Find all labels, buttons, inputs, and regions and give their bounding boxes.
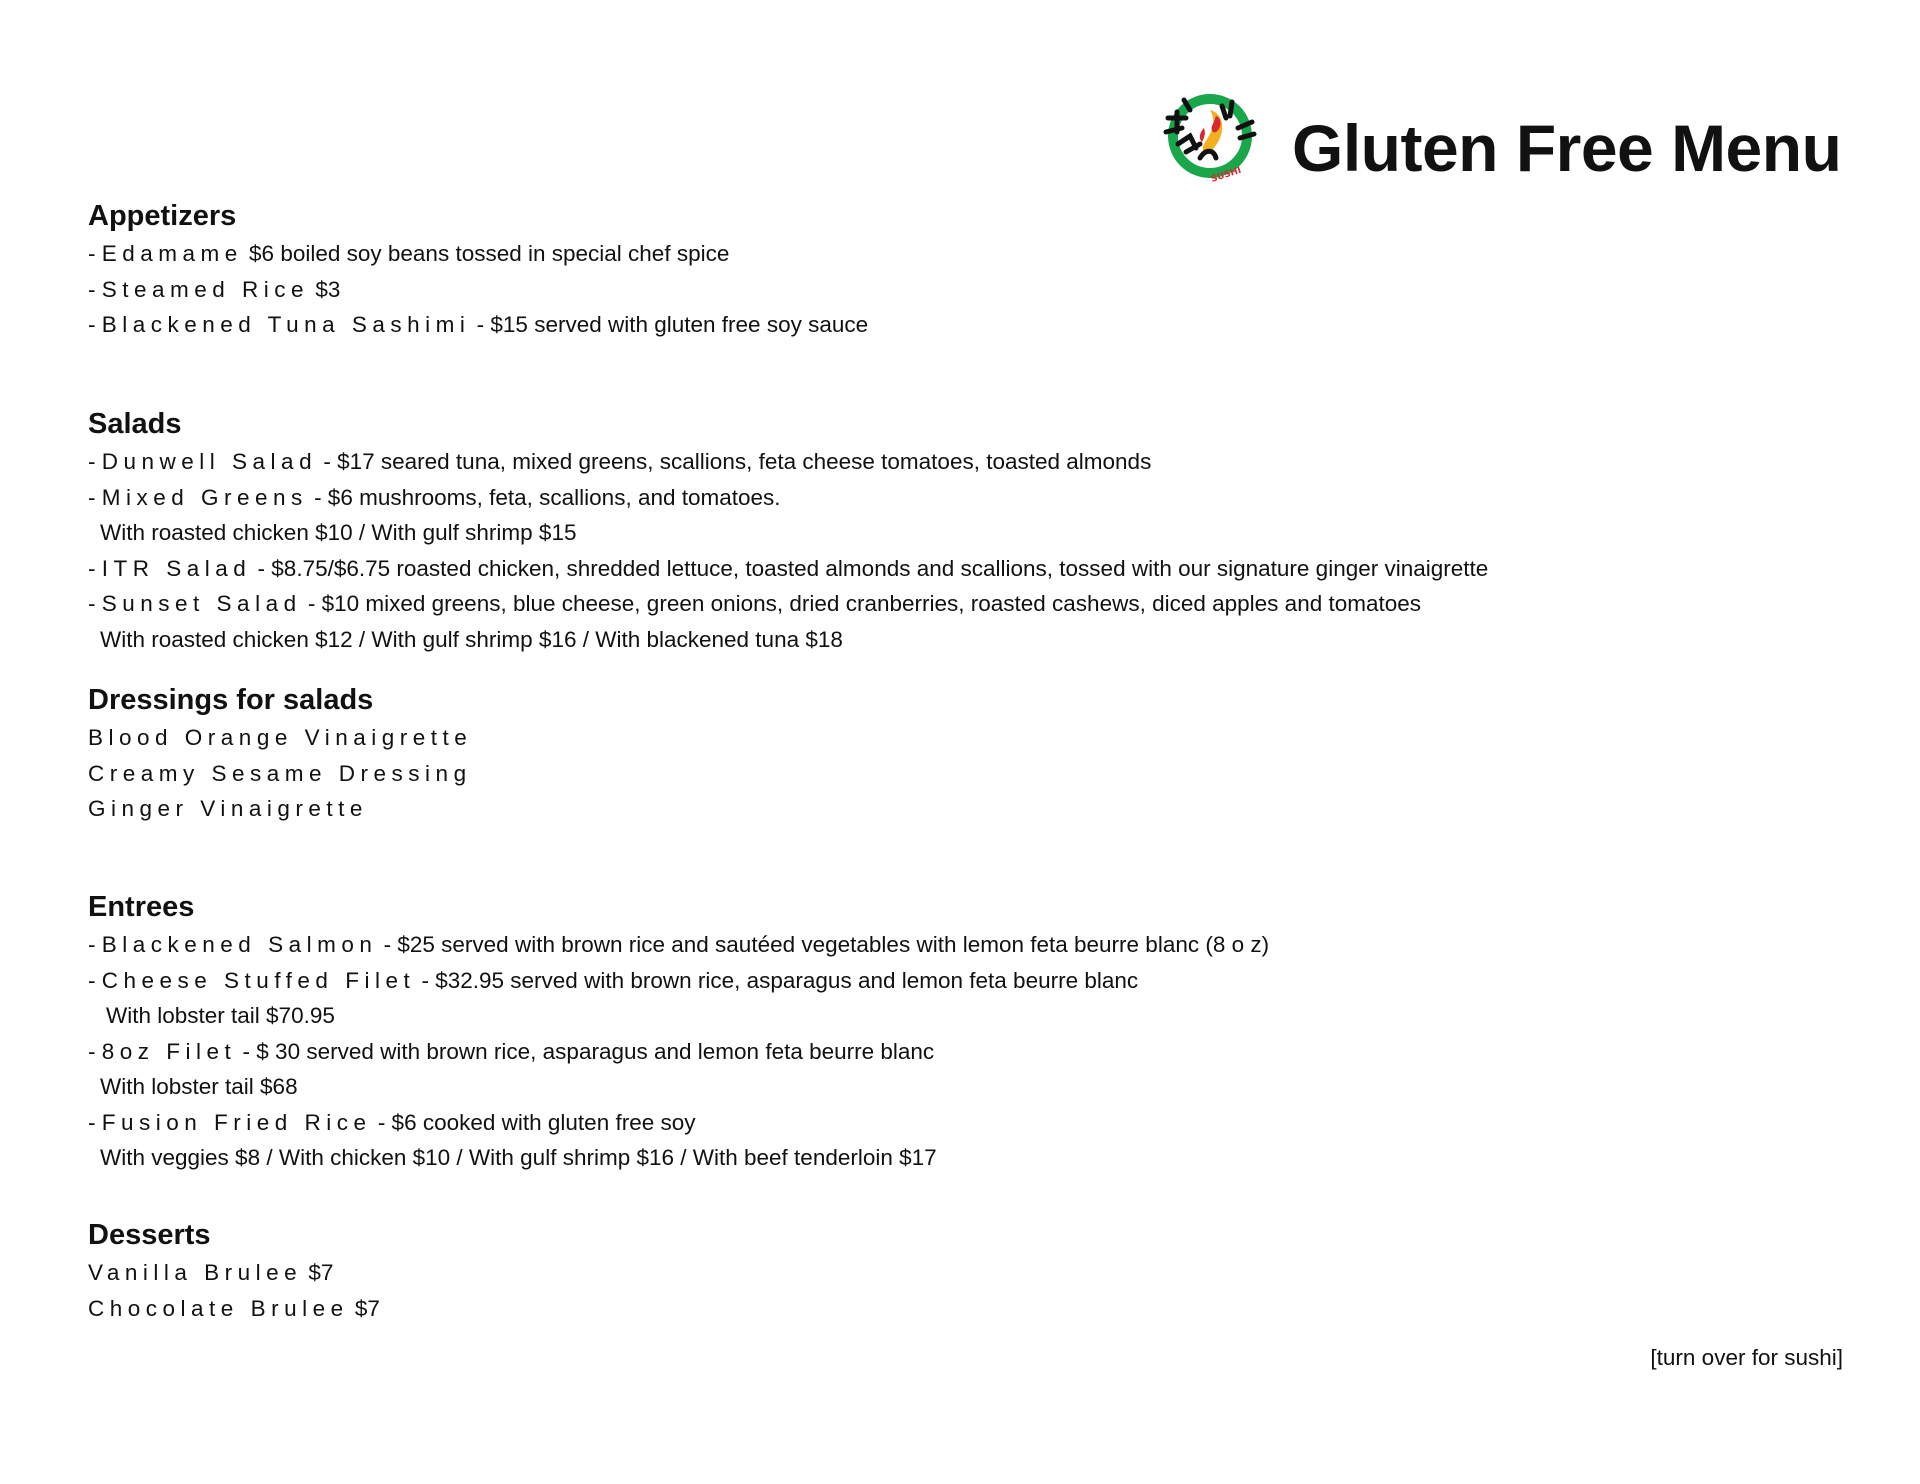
svg-text:SUSHI: SUSHI	[1209, 165, 1243, 185]
section-heading-entrees: Entrees	[88, 891, 195, 923]
dressing-item	[88, 756, 1828, 792]
section-heading-appetizers: Appetizers	[88, 200, 237, 232]
item-details: - $8.75/$6.75 roasted chicken, shredded lettuce, toasted almonds and scallions, tossed with our signature ginger vinaigrette	[251, 555, 1489, 581]
section-heading-dressings: Dressings for salads	[88, 684, 374, 716]
dressings-section	[88, 680, 1828, 827]
salads-section	[88, 404, 1828, 657]
menu-item-option	[88, 622, 1828, 658]
menu-item	[88, 551, 1828, 587]
menu-item	[88, 272, 1828, 308]
item-prefix: -	[88, 276, 102, 302]
dessert-item	[88, 1255, 1828, 1291]
item-name: Blood Orange Vinaigrette	[88, 725, 473, 750]
appetizers-section	[88, 196, 1828, 343]
item-name: Fusion Fried Rice	[101, 1109, 372, 1135]
item-prefix: -	[88, 1109, 102, 1135]
item-prefix: -	[88, 1038, 102, 1064]
item-prefix: -	[88, 555, 102, 581]
item-name: Ginger Vinaigrette	[88, 796, 368, 821]
page-title: Gluten Free Menu	[1292, 111, 1842, 185]
item-name: Steamed Rice	[101, 276, 310, 302]
item-name: 8oz Filet	[101, 1038, 237, 1064]
section-heading-salads: Salads	[88, 408, 182, 440]
item-prefix: -	[88, 449, 102, 474]
item-name: ITR Salad	[101, 555, 252, 581]
item-name: Blackened Tuna Sashimi	[101, 312, 471, 337]
item-details: $3	[309, 276, 341, 302]
item-details: - $25 served with brown rice and sautéed vegetables with lemon feta beurre blanc (8 o z)	[377, 932, 1270, 957]
sushi-restaurant-logo-icon	[1160, 88, 1260, 188]
item-name: Edamame	[101, 241, 243, 266]
item-details: - $32.95 served with brown rice, asparagus and lemon feta beurre blanc	[415, 967, 1139, 993]
menu-item	[88, 307, 1828, 343]
item-prefix: -	[88, 241, 102, 266]
menu-item	[88, 963, 1828, 999]
item-name: Chocolate Brulee	[88, 1295, 349, 1321]
item-name: Sunset Salad	[101, 591, 302, 616]
turn-over-note: [turn over for sushi]	[1650, 1345, 1843, 1370]
item-prefix: -	[88, 967, 102, 993]
item-details: $6 boiled soy beans tossed in special chef spice	[242, 241, 730, 266]
item-name: Cheese Stuffed Filet	[101, 967, 416, 993]
item-prefix: -	[88, 932, 102, 957]
menu-item-option	[88, 515, 1828, 551]
menu-item-option	[88, 1140, 1828, 1176]
item-prefix: -	[88, 312, 102, 337]
dressing-item	[88, 791, 1828, 827]
menu-item-option	[88, 998, 1828, 1034]
item-name: Blackened Salmon	[101, 932, 378, 957]
item-name: Mixed Greens	[101, 484, 308, 510]
item-details: With lobster tail $68	[100, 1074, 298, 1099]
item-details: With roasted chicken $12 / With gulf shrimp $16 / With blackened tuna $18	[100, 626, 843, 652]
menu-item	[88, 1105, 1828, 1141]
item-details: - $10 mixed greens, blue cheese, green onions, dried cranberries, roasted cashews, diced apples and tomatoes	[301, 591, 1422, 616]
item-details: - $6 cooked with gluten free soy	[371, 1109, 696, 1135]
menu-item-option	[88, 1069, 1828, 1105]
item-details: With roasted chicken $10 / With gulf shrimp $15	[100, 520, 577, 545]
menu-item	[88, 480, 1828, 516]
item-price: $7	[302, 1260, 334, 1285]
menu-item	[88, 586, 1828, 622]
dessert-item	[88, 1291, 1828, 1327]
item-prefix: -	[88, 591, 102, 616]
item-name: Creamy Sesame Dressing	[88, 760, 472, 786]
menu-item	[88, 444, 1828, 480]
item-details: - $6 mushrooms, feta, scallions, and tomatoes.	[307, 484, 781, 510]
dressing-item	[88, 720, 1828, 756]
item-price: $7	[348, 1295, 380, 1321]
item-details: With veggies $8 / With chicken $10 / With gulf shrimp $16 / With beef tenderloin $17	[100, 1145, 937, 1170]
item-prefix: -	[88, 484, 102, 510]
menu-item	[88, 236, 1828, 272]
menu-item	[88, 927, 1828, 963]
item-details: With lobster tail $70.95	[106, 1003, 335, 1028]
menu-item	[88, 1034, 1828, 1070]
item-name: Dunwell Salad	[101, 449, 318, 474]
section-heading-desserts: Desserts	[88, 1219, 211, 1251]
item-details: - $ 30 served with brown rice, asparagus and lemon feta beurre blanc	[236, 1038, 935, 1064]
item-details: - $17 seared tuna, mixed greens, scallions, feta cheese tomatoes, toasted almonds	[317, 449, 1152, 474]
entrees-section	[88, 887, 1828, 1176]
item-name: Vanilla Brulee	[88, 1260, 303, 1285]
item-details: - $15 served with gluten free soy sauce	[470, 312, 869, 337]
desserts-section	[88, 1215, 1828, 1326]
